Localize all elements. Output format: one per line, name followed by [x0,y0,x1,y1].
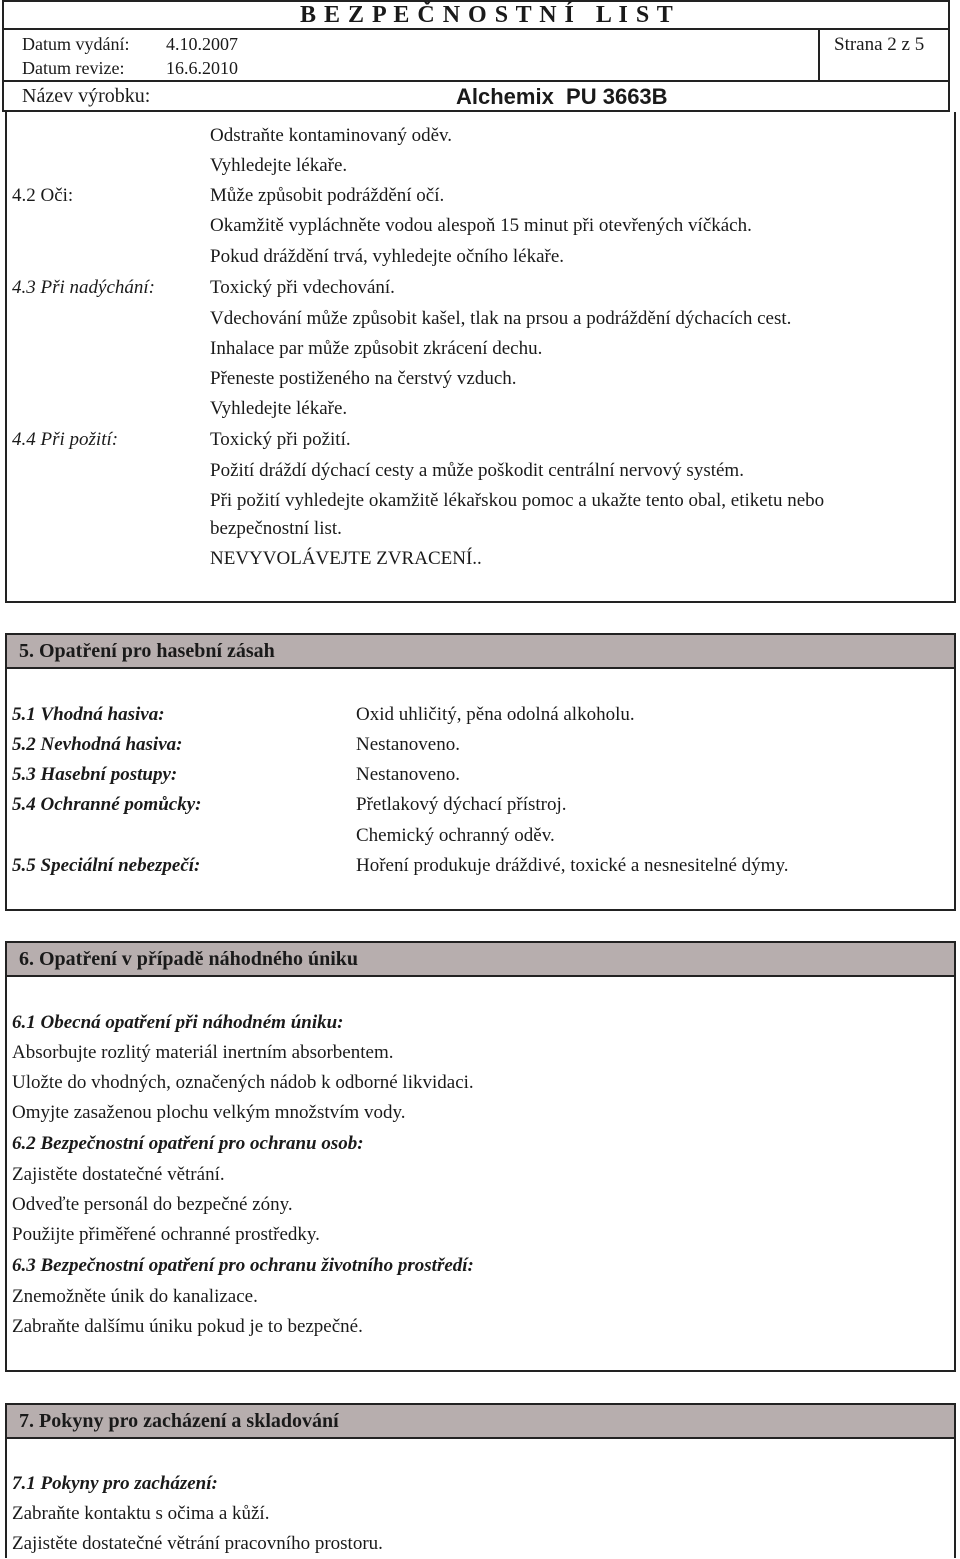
subsection-6-2-line: Použijte přiměřené ochranné prostředky. [12,1224,320,1245]
special-hazard-label: 5.5 Speciální nebezpečí: [12,855,201,876]
ingestion-instruction: NEVYVOLÁVEJTE ZVRACENÍ.. [210,548,482,569]
eyes-label: 4.2 Oči: [12,185,74,206]
subsection-7-1-line: Zajistěte dostatečné větrání pracovního prostoru. [12,1533,383,1554]
section5-header [5,633,956,669]
product-name: Alchemix PU 3663B [456,84,668,109]
subsection-6-2-line: Zajistěte dostatečné větrání. [12,1164,225,1185]
extinguisher-unsuitable-value: Nestanoveno. [356,734,460,755]
firefighting-procedure-value: Nestanoveno. [356,764,460,785]
inhalation-instruction: Inhalace par může způsobit zkrácení dechu. [210,338,543,359]
firefighting-procedure-label: 5.3 Hasební postupy: [12,764,178,785]
product-label: Název výrobku: [22,85,151,107]
eyes-instruction: Pokud dráždění trvá, vyhledejte očního lékaře. [210,246,565,267]
ingestion-instruction: bezpečnostní list. [210,518,342,539]
section7-title: 7. Pokyny pro zacházení a skladování [19,1410,339,1432]
skin-instruction: Vyhledejte lékaře. [210,155,348,176]
subsection-6-1-line: Absorbujte rozlitý materiál inertním absorbentem. [12,1042,394,1063]
special-hazard-value: Hoření produkuje dráždivé, toxické a nesnesitelné dýmy. [356,855,789,876]
subsection-7-1-line: Zabraňte kontaktu s očima a kůží. [12,1503,270,1524]
inhalation-label: 4.3 Při nadýchání: [12,277,156,298]
skin-instruction: Odstraňte kontaminovaný oděv. [210,125,453,146]
subsection-6-3-title: 6.3 Bezpečnostní opatření pro ochranu životního prostředí: [12,1255,474,1276]
inhalation-instruction: Vyhledejte lékaře. [210,398,348,419]
subsection-6-1-line: Uložte do vhodných, označených nádob k odborné likvidaci. [12,1072,474,1093]
eyes-instruction: Může způsobit podráždění očí. [210,185,445,206]
subsection-6-1-line: Omyjte zasaženou plochu velkým množstvím vody. [12,1102,406,1123]
extinguisher-suitable-value: Oxid uhličitý, pěna odolná alkoholu. [356,704,635,725]
subsection-6-2-line: Odveďte personál do bezpečné zóny. [12,1194,293,1215]
issue-date-label: Datum vydání: [22,34,130,54]
subsection-6-2-title: 6.2 Bezpečnostní opatření pro ochranu osob: [12,1133,364,1154]
ingestion-instruction: Při požití vyhledejte okamžitě lékařskou pomoc a ukažte tento obal, etiketu nebo [210,490,825,511]
section6-title: 6. Opatření v případě náhodného úniku [19,948,358,970]
section5-title: 5. Opatření pro hasební zásah [19,640,275,662]
protective-equipment-value: Chemický ochranný oděv. [356,825,555,846]
section6-header [5,941,956,977]
extinguisher-unsuitable-label: 5.2 Nevhodná hasiva: [12,734,183,755]
section7-frame-right [954,1439,956,1558]
issue-date: 4.10.2007 [166,34,238,54]
header-divider [818,28,820,80]
subsection-6-3-line: Znemožněte únik do kanalizace. [12,1286,258,1307]
page-number: Strana 2 z 5 [834,34,925,55]
inhalation-instruction: Vdechování může způsobit kašel, tlak na prsou a podráždění dýchacích cest. [210,308,792,329]
subsection-7-1-title: 7.1 Pokyny pro zacházení: [12,1473,218,1494]
header-divider [2,28,950,30]
ingestion-instruction: Toxický při požití. [210,429,351,450]
protective-equipment-label: 5.4 Ochranné pomůcky: [12,794,202,815]
eyes-instruction: Okamžitě vypláchněte vodou alespoň 15 minut při otevřených víčkách. [210,215,752,236]
ingestion-label: 4.4 Při požití: [12,429,119,450]
extinguisher-suitable-label: 5.1 Vhodná hasiva: [12,704,165,725]
subsection-6-1-title: 6.1 Obecná opatření při náhodném úniku: [12,1012,344,1033]
subsection-6-3-line: Zabraňte dalšímu úniku pokud je to bezpečné. [12,1316,363,1337]
revision-date: 16.6.2010 [166,58,238,78]
section7-frame-left [5,1439,7,1558]
section7-header [5,1403,956,1439]
inhalation-instruction: Přeneste postiženého na čerstvý vzduch. [210,368,517,389]
revision-date-label: Datum revize: [22,58,125,78]
ingestion-instruction: Požití dráždí dýchací cesty a může poškodit centrální nervový systém. [210,460,744,481]
protective-equipment-value: Přetlakový dýchací přístroj. [356,794,567,815]
inhalation-instruction: Toxický při vdechování. [210,277,395,298]
document-title: B E Z P E Č N O S T N Í L I S T [300,2,674,28]
